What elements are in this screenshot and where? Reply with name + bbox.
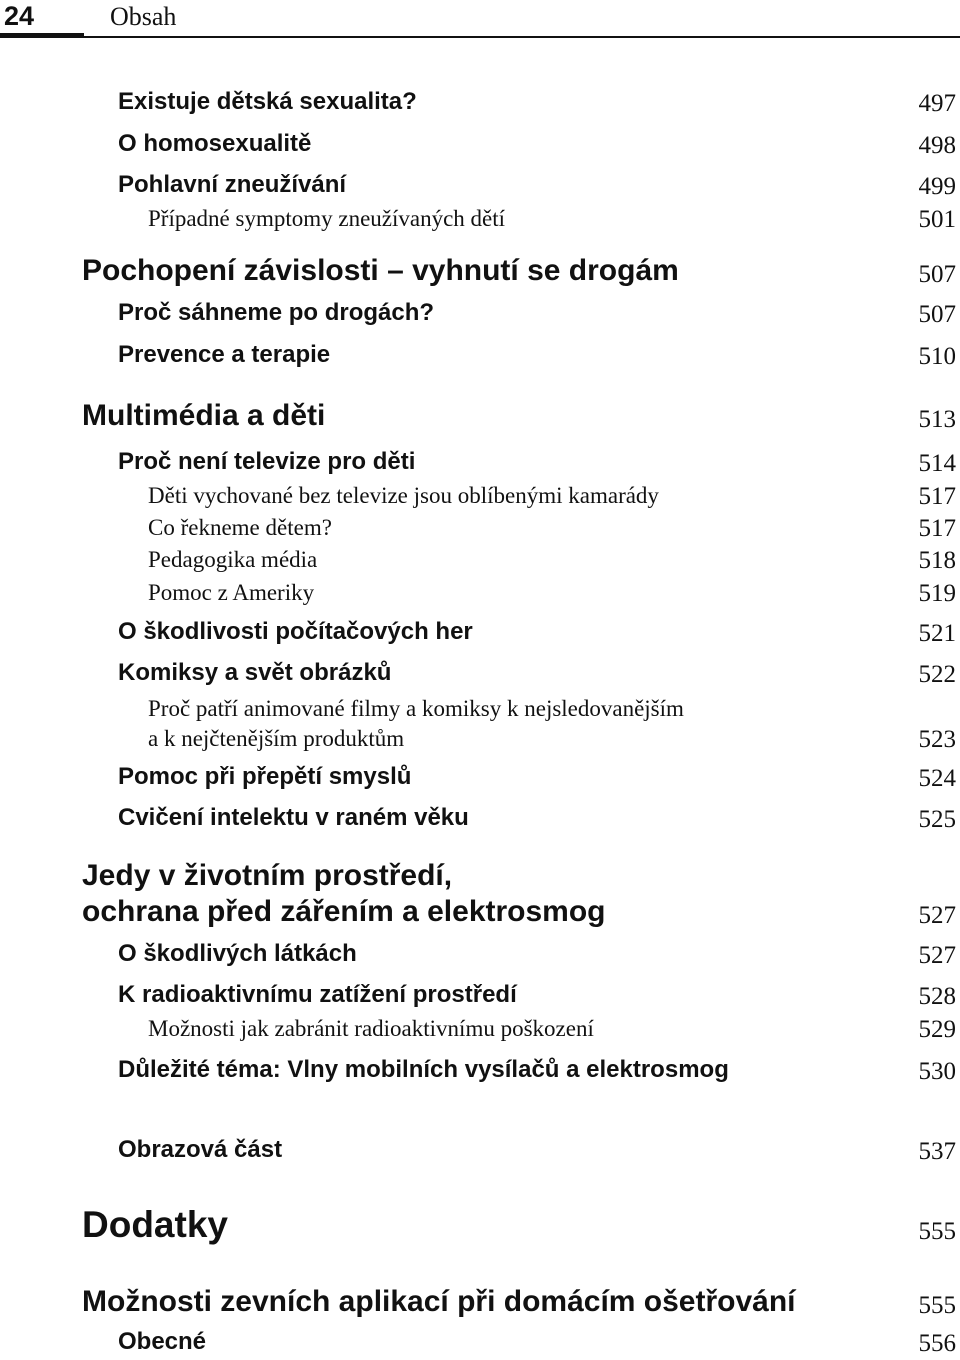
toc-entry-page: 513	[918, 406, 956, 433]
toc-entry	[148, 513, 956, 543]
toc-entry	[118, 1054, 956, 1086]
section-title: Obsah	[110, 2, 177, 31]
toc-entry	[118, 128, 956, 160]
toc-entry-title: K radioaktivnímu zatížení prostředí	[118, 981, 517, 1008]
toc-entry-title: Důležité téma: Vlny mobilních vysílačů a elektrosmog	[118, 1056, 729, 1083]
toc-chapter	[82, 858, 956, 930]
toc-entry	[148, 694, 956, 754]
toc-entry	[118, 979, 956, 1011]
toc-entry-title: Cvičení intelektu v raném věku	[118, 804, 469, 831]
toc-entry-title: O homosexualitě	[118, 130, 312, 157]
toc-entry	[118, 761, 956, 793]
toc-entry-page: 521	[918, 620, 956, 647]
toc-entry-page: 519	[918, 580, 956, 607]
toc-entry	[118, 802, 956, 834]
toc-entry-page: 530	[918, 1058, 956, 1085]
toc-entry-page: 517	[918, 515, 956, 542]
toc-entry-title: Prevence a terapie	[118, 341, 331, 368]
toc-entry-page: 514	[918, 450, 956, 477]
toc-entry-title: Pedagogika média	[148, 547, 318, 572]
toc-chapter-title: Multimédia a děti	[82, 399, 326, 432]
toc-entry-page: 529	[918, 1016, 956, 1043]
toc-chapter-title: Pochopení závislosti – vyhnutí se drogám	[82, 254, 679, 287]
toc-entry-title: Proč sáhneme po drogách?	[118, 299, 435, 326]
toc-entry-page: 518	[918, 547, 956, 574]
toc-entry-page: 527	[918, 942, 956, 969]
toc-entry	[118, 1326, 956, 1358]
toc-entry-page: 528	[918, 983, 956, 1010]
toc-chapter-title: Dodatky	[82, 1204, 228, 1245]
toc-entry-title: O škodlivosti počítačových her	[118, 618, 473, 645]
toc-entry	[148, 204, 956, 234]
toc-entry-title: Obrazová část	[118, 1136, 283, 1163]
toc-entry-page: 555	[918, 1218, 956, 1245]
toc-entry-title: Co řekneme dětem?	[148, 515, 332, 540]
toc-entry-title: Děti vychované bez televize jsou oblíbenými kamarády	[148, 483, 659, 508]
toc-entry-page: 510	[918, 343, 956, 370]
toc-entry-title: Pomoc při přepětí smyslů	[118, 763, 412, 790]
toc-entry	[118, 657, 956, 689]
toc-entry	[148, 1014, 956, 1044]
toc-entry-page: 507	[918, 301, 956, 328]
header-rule-accent	[0, 33, 84, 38]
toc-entry-page: 555	[918, 1292, 956, 1319]
toc-entry-page: 499	[918, 173, 956, 200]
toc-chapter-title-line: Jedy v životním prostředí,	[82, 859, 453, 892]
toc-entry	[118, 446, 956, 478]
toc-entry-page: 525	[918, 806, 956, 833]
page-number: 24	[4, 1, 35, 31]
toc-entry	[118, 1134, 956, 1166]
toc-chapter-title	[82, 858, 606, 930]
toc-entry-title: O škodlivých látkách	[118, 940, 357, 967]
toc-entry-page: 527	[918, 902, 956, 929]
toc-entry-title: Komiksy a svět obrázků	[118, 659, 392, 686]
toc-entry	[118, 938, 956, 970]
toc-entry-page: 522	[918, 661, 956, 688]
toc-entry	[118, 339, 956, 371]
toc-entry	[148, 578, 956, 608]
toc-entry-page: 524	[918, 765, 956, 792]
toc-entry	[118, 169, 956, 201]
toc-entry-title	[148, 694, 684, 754]
toc-entry-title: Obecné	[118, 1328, 207, 1355]
toc-chapter	[82, 398, 956, 434]
toc-entry-title: Možnosti jak zabránit radioaktivnímu poškození	[148, 1016, 594, 1041]
toc-entry-title-line: a k nejčtenějším produktům	[148, 726, 405, 751]
toc-entry-page: 523	[918, 726, 956, 753]
toc-chapter	[82, 1204, 956, 1246]
toc-entry	[118, 297, 956, 329]
toc-entry-title-line: Proč patří animované filmy a komiksy k nejsledovanějším	[148, 696, 684, 721]
toc-entry	[148, 545, 956, 575]
toc-entry-page: 497	[918, 90, 956, 117]
toc-entry-page: 501	[918, 206, 956, 233]
toc-entry-title: Případné symptomy zneužívaných dětí	[148, 206, 506, 231]
toc-entry	[118, 616, 956, 648]
page-header	[0, 0, 960, 40]
toc-chapter	[82, 253, 956, 289]
toc-entry-page: 556	[918, 1330, 956, 1357]
toc-entry-title: Existuje dětská sexualita?	[118, 88, 417, 115]
toc-entry	[148, 481, 956, 511]
toc-entry-title: Pohlavní zneužívání	[118, 171, 347, 198]
toc-entry-page: 498	[918, 132, 956, 159]
toc-entry-title: Proč není televize pro děti	[118, 448, 416, 475]
toc-chapter	[82, 1284, 956, 1320]
toc-entry-page: 517	[918, 483, 956, 510]
toc-entry-page: 537	[918, 1138, 956, 1165]
toc-chapter-title-line: ochrana před zářením a elektrosmog	[82, 895, 606, 928]
toc-entry-title: Pomoc z Ameriky	[148, 580, 315, 605]
toc-entry	[118, 86, 956, 118]
header-rule	[0, 36, 960, 38]
toc-entry-page: 507	[918, 261, 956, 288]
toc-chapter-title: Možnosti zevních aplikací při domácím ošetřování	[82, 1285, 796, 1318]
